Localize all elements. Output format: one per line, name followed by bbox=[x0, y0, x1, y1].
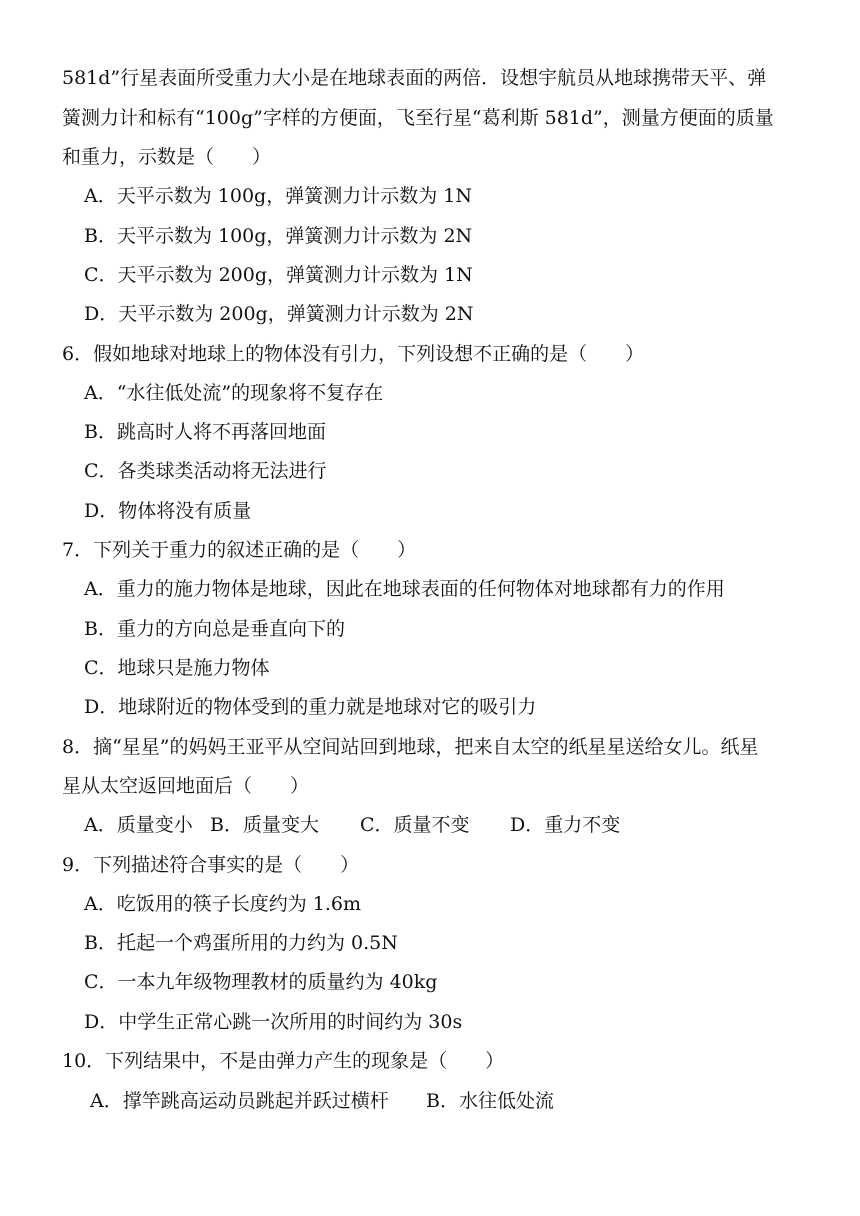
q7-option-b: B．重力的方向总是垂直向下的 bbox=[84, 618, 345, 640]
q10-option-b: B．水往低处流 bbox=[426, 1090, 554, 1112]
q5-option-a: A．天平示数为 100g，弹簧测力计示数为 1N bbox=[84, 185, 472, 207]
q8-stem-line-2: 星从太空返回地面后（ ） bbox=[62, 775, 310, 797]
q8-option-b: B．质量变大 bbox=[210, 814, 319, 836]
q9-option-c: C．一本九年级物理教材的质量约为 40kg bbox=[84, 971, 438, 993]
q7-option-a: A．重力的施力物体是地球，因此在地球表面的任何物体对地球都有力的作用 bbox=[84, 578, 725, 600]
q10-options-row bbox=[90, 1089, 554, 1113]
q8-option-a: A．质量变小 bbox=[84, 814, 193, 836]
q5-stem-line-1: 581d”行星表面所受重力大小是在地球表面的两倍．设想宇航员从地球携带天平、弹 bbox=[62, 67, 767, 89]
q5-option-d: D．天平示数为 200g，弹簧测力计示数为 2N bbox=[84, 303, 474, 325]
q9-option-b: B．托起一个鸡蛋所用的力约为 0.5N bbox=[84, 932, 398, 954]
q5-option-b: B．天平示数为 100g，弹簧测力计示数为 2N bbox=[84, 225, 473, 247]
q9-stem: 9．下列描述符合事实的是（ ） bbox=[62, 854, 360, 876]
q8-option-c: C．质量不变 bbox=[360, 814, 470, 836]
q9-option-d: D．中学生正常心跳一次所用的时间约为 30s bbox=[84, 1011, 463, 1033]
q7-option-d: D．地球附近的物体受到的重力就是地球对它的吸引力 bbox=[84, 696, 537, 718]
q8-stem-line-1: 8．摘“星星”的妈妈王亚平从空间站回到地球，把来自太空的纸星星送给女儿。纸星 bbox=[62, 736, 759, 758]
q6-option-a: A．“水往低处流”的现象将不复存在 bbox=[84, 382, 384, 404]
q7-option-c: C．地球只是施力物体 bbox=[84, 657, 270, 679]
q6-option-b: B．跳高时人将不再落回地面 bbox=[84, 421, 326, 443]
q9-option-a: A．吃饭用的筷子长度约为 1.6m bbox=[84, 893, 361, 915]
q10-option-a: A．撑竿跳高运动员跳起并跃过横杆 bbox=[90, 1090, 389, 1112]
q10-stem: 10．下列结果中，不是由弹力产生的现象是（ ） bbox=[62, 1050, 505, 1072]
q6-option-c: C．各类球类活动将无法进行 bbox=[84, 460, 327, 482]
q8-options-row bbox=[84, 813, 620, 837]
q5-stem-line-2: 簧测力计和标有“100g”字样的方便面，飞至行星“葛利斯 581d”，测量方便面的质量 bbox=[62, 107, 774, 129]
q5-option-c: C．天平示数为 200g，弹簧测力计示数为 1N bbox=[84, 264, 473, 286]
q5-stem-line-3: 和重力，示数是（ ） bbox=[62, 146, 272, 168]
q7-stem: 7．下列关于重力的叙述正确的是（ ） bbox=[62, 539, 417, 561]
q8-option-d: D．重力不变 bbox=[510, 814, 621, 836]
q6-stem: 6．假如地球对地球上的物体没有引力，下列设想不正确的是（ ） bbox=[62, 343, 645, 365]
q6-option-d: D．物体将没有质量 bbox=[84, 500, 252, 522]
